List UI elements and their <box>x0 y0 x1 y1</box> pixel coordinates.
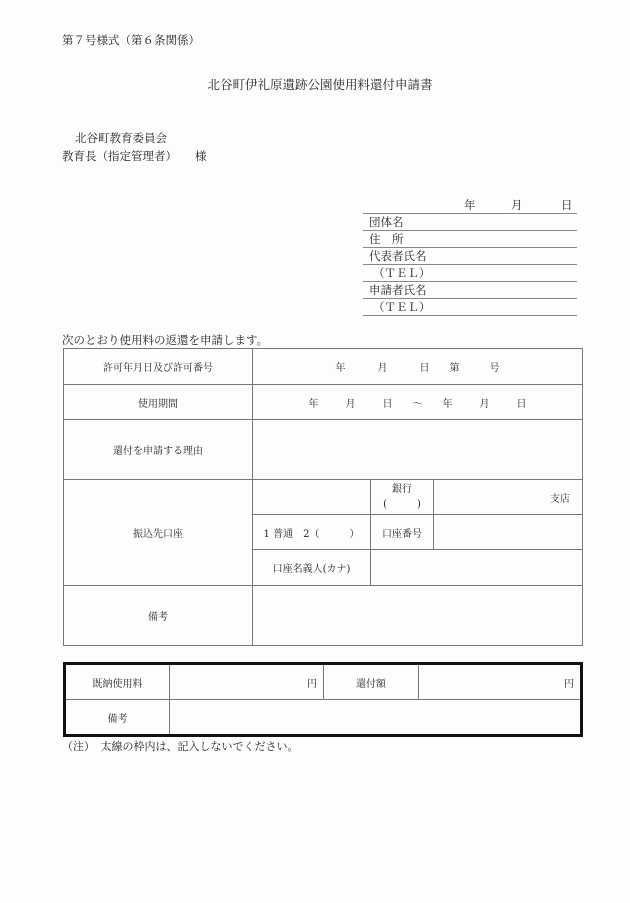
account-number-label: 口座番号 <box>371 515 434 550</box>
account-holder-label: 口座名義人(カナ) <box>253 550 371 586</box>
account-number-field[interactable] <box>434 515 583 550</box>
paid-fee-field[interactable]: 円 <box>170 664 324 700</box>
field-address[interactable]: 住 所 <box>363 231 577 248</box>
permit-value[interactable]: 年 月 日 第 号 <box>253 349 583 385</box>
addressee-title: 教育長（指定管理者） <box>62 149 177 163</box>
intro-text: 次のとおり使用料の返還を申請します。 <box>62 333 269 347</box>
field-representative-tel[interactable]: （ＴＥＬ） <box>363 265 577 282</box>
account-holder-field[interactable] <box>371 550 583 586</box>
remarks-field[interactable] <box>253 586 583 646</box>
bank-name-field[interactable] <box>253 480 371 515</box>
refund-amount-label: 還付額 <box>324 664 419 700</box>
paid-fee-label: 既納使用料 <box>65 664 170 700</box>
addressee-line1: 北谷町教育委員会 <box>75 131 167 145</box>
period-value[interactable]: 年 月 日 ～ 年 月 日 <box>253 385 583 420</box>
reason-label: 還付を申請する理由 <box>64 420 253 480</box>
office-remarks-label: 備考 <box>65 700 170 736</box>
date-month: 月 <box>511 198 523 212</box>
period-label: 使用期間 <box>64 385 253 420</box>
applicant-block <box>363 196 577 316</box>
field-representative[interactable]: 代表者氏名 <box>363 248 577 265</box>
reason-field[interactable] <box>253 420 583 480</box>
refund-details-table <box>63 348 583 646</box>
bank-label-cell: 銀行 ( ) <box>371 480 434 515</box>
application-date[interactable] <box>363 196 577 214</box>
bank-account-label: 振込先口座 <box>64 480 253 586</box>
addressee-line2 <box>62 148 207 164</box>
addressee-honorific: 様 <box>195 149 207 163</box>
permit-label: 許可年月日及び許可番号 <box>64 349 253 385</box>
date-day: 日 <box>561 198 573 212</box>
document-title: 北谷町伊礼原遺跡公園使用料還付申請書 <box>207 77 433 92</box>
field-applicant-tel[interactable]: （ＴＥＬ） <box>363 299 577 316</box>
field-group-name[interactable]: 団体名 <box>363 214 577 231</box>
field-applicant-name[interactable]: 申請者氏名 <box>363 282 577 299</box>
office-remarks-field[interactable] <box>170 700 582 736</box>
account-type-field[interactable]: 1 普通 2（ ） <box>253 515 371 550</box>
form-number: 第７号様式（第６条関係） <box>62 33 200 47</box>
remarks-label: 備考 <box>64 586 253 646</box>
date-year: 年 <box>464 198 476 212</box>
office-use-table <box>63 662 583 737</box>
note-text: （注） 太線の枠内は、記入しないでください。 <box>62 740 299 753</box>
branch-field[interactable]: 支店 <box>434 480 583 515</box>
refund-amount-field[interactable]: 円 <box>419 664 582 700</box>
